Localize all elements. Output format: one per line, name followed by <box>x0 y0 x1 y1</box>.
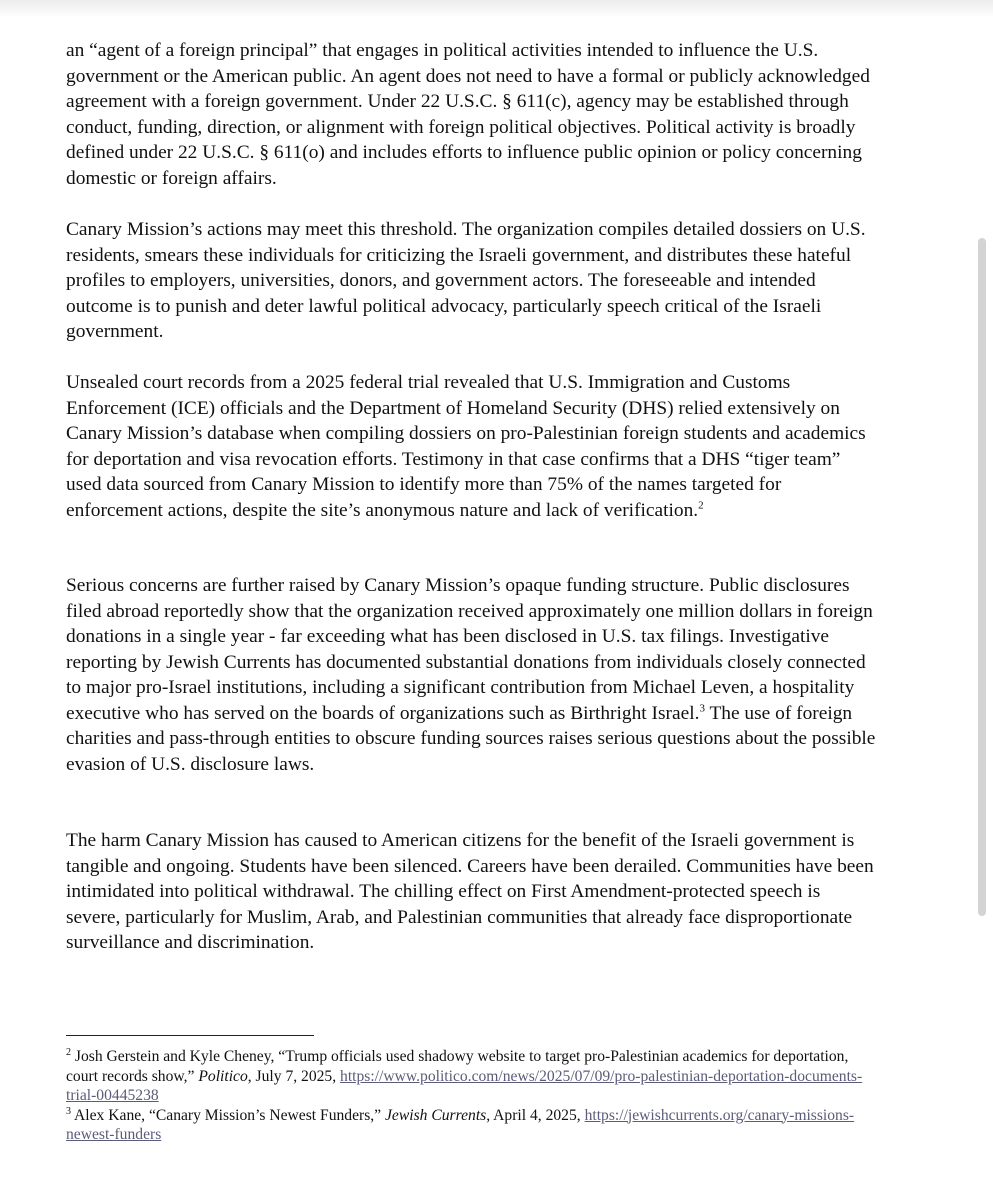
paragraph-canary-threshold: Canary Mission’s actions may meet this threshold. The organization compiles detailed dossiers on U.S. residents, smears these individuals for criticizing the Israeli government, and distributes these hateful profiles to employers, universities, donors, and government actors. The foreseeable and intended outcome is to punish and deter lawful political advocacy, particularly speech critical of the Israeli government. <box>66 219 866 342</box>
paragraph-funding-text-b: The use of foreign charities and pass-through entities to obscure funding sources raises serious questions about the possible evasion of U.S. disclosure laws. <box>66 702 876 775</box>
paragraph-fara-definition: an “agent of a foreign principal” that engages in political activities intended to influence the U.S. government or the American public. An agent does not need to have a formal or publicly acknowledged agreement with a foreign government. Under 22 U.S.C. § 611(c), agency may be established through conduct, funding, direction, or alignment with foreign political objectives. Political activity is broadly defined under 22 U.S.C. § 611(o) and includes efforts to influence public opinion or policy concerning domestic or foreign affairs. <box>66 40 870 189</box>
footnote-date: , April 4, 2025, <box>486 1106 581 1124</box>
paragraph-harm: The harm Canary Mission has caused to American citizens for the benefit of the Israeli government is tangible and ongoing. Students have been silenced. Careers have been derailed. Communities have been intimidated into political withdrawal. The chilling effect on First Amendment-protected speech is severe, particularly for Muslim, Arab, and Palestinian communities that already face disproportionate surveillance and discrimination. <box>66 830 874 953</box>
scrollbar-thumb[interactable] <box>978 238 986 916</box>
paragraph-court-records-text: Unsealed court records from a 2025 federal trial revealed that U.S. Immigration and Customs Enforcement (ICE) officials and the Department of Homeland Security (DHS) relied extensively on Canary Mission’s database when compiling dossiers on pro-Palestinian foreign students and academics for deportation and visa revocation efforts. Testimony in that case confirms that a DHS “tiger team” used data sourced from Canary Mission to identify more than 75% of the names targeted for enforcement actions, despite the site’s anonymous nature and lack of verification. <box>66 372 866 521</box>
top-edge-shadow <box>0 0 993 18</box>
footnote-2 <box>66 1047 876 1106</box>
footnote-link[interactable]: https://www.politico.com/news/2025/07/09/pro-palestinian-deportation-documents-trial-00445238 <box>66 1067 863 1104</box>
footnote-divider <box>66 1035 314 1036</box>
paragraph-funding-structure <box>66 573 876 777</box>
footnote-publication: Jewish Currents <box>385 1106 487 1124</box>
footnote-citation: Alex Kane, “Canary Mission’s Newest Funders,” <box>74 1106 382 1124</box>
footnote-publication: Politico <box>198 1067 248 1085</box>
paragraph-court-records <box>66 370 876 523</box>
footnote-ref-3[interactable]: 3 <box>699 702 705 715</box>
footnote-citation: Josh Gerstein and Kyle Cheney, “Trump officials used shadowy website to target pro-Palestinian academics for deportation, court records show,” <box>66 1048 849 1085</box>
paragraph-funding-text-a: Serious concerns are further raised by Canary Mission’s opaque funding structure. Public disclosures filed abroad reportedly show that the organization received approximately one million dollars in foreign donations in a single year - far exceeding what has been disclosed in U.S. tax filings. Investigative reporting by Jewish Currents has documented substantial donations from individuals closely connected to major pro-Israel institutions, including a significant contribution from Michael Leven, a hospitality executive who has served on the boards of organizations such as Birthright Israel. <box>66 575 873 724</box>
footnotes-section <box>66 1047 876 1145</box>
footnote-number: 3 <box>66 1105 71 1117</box>
footnote-link[interactable]: https://jewishcurrents.org/canary-missions-newest-funders <box>66 1106 855 1143</box>
footnote-ref-2[interactable]: 2 <box>698 499 704 512</box>
footnote-date: , July 7, 2025, <box>247 1067 337 1085</box>
footnote-number: 2 <box>66 1046 71 1058</box>
footnote-3 <box>66 1106 876 1145</box>
